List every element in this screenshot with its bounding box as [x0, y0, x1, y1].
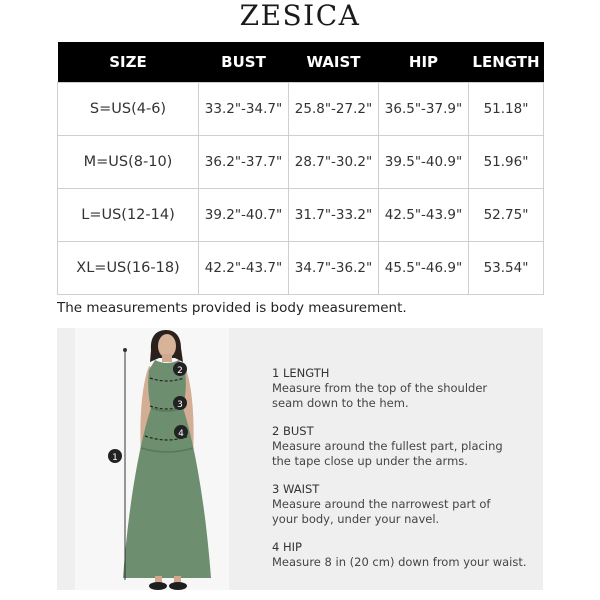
marker-3-label: 3 [177, 400, 183, 410]
marker-1-label: 1 [112, 453, 118, 463]
cell-size: L=US(12-14) [58, 189, 199, 242]
instruction-title: 4 HIP [272, 540, 302, 554]
instruction-title: 1 LENGTH [272, 366, 330, 380]
table-row [58, 83, 544, 136]
cell-bust: 42.2"-43.7" [199, 242, 289, 295]
cell-length: 51.96" [469, 136, 544, 189]
neck-shape [162, 354, 172, 362]
instruction-title: 2 BUST [272, 424, 314, 438]
cell-hip: 45.5"-46.9" [379, 242, 469, 295]
cell-bust: 36.2"-37.7" [199, 136, 289, 189]
instruction-waist [272, 482, 537, 527]
marker-4 [174, 425, 188, 439]
marker-2-label: 2 [177, 366, 183, 376]
instruction-text: Measure from the top of the shoulder [272, 381, 488, 395]
instruction-length [272, 366, 537, 411]
instruction-bust [272, 424, 537, 469]
cell-length: 51.18" [469, 83, 544, 136]
table-row [58, 242, 544, 295]
instruction-text: seam down to the hem. [272, 396, 409, 410]
cell-hip: 39.5"-40.9" [379, 136, 469, 189]
measurement-guide-panel [57, 328, 543, 590]
marker-3 [173, 396, 187, 410]
table-row [58, 136, 544, 189]
header-bust: BUST [199, 42, 289, 83]
header-length: LENGTH [469, 42, 544, 83]
cell-waist: 28.7"-30.2" [289, 136, 379, 189]
size-chart-table [57, 42, 544, 295]
dress-illustration [75, 328, 229, 590]
marker-4-label: 4 [178, 429, 184, 439]
instruction-text: Measure 8 in (20 cm) down from your waist. [272, 555, 527, 569]
instruction-text: the tape close up under the arms. [272, 454, 468, 468]
instruction-text: Measure around the fullest part, placing [272, 439, 503, 453]
header-hip: HIP [379, 42, 469, 83]
cell-size: M=US(8-10) [58, 136, 199, 189]
instruction-title: 3 WAIST [272, 482, 320, 496]
marker-2 [173, 362, 187, 376]
cell-waist: 25.8"-27.2" [289, 83, 379, 136]
measurement-note: The measurements provided is body measurement. [57, 300, 407, 316]
cell-bust: 39.2"-40.7" [199, 189, 289, 242]
cell-size: XL=US(16-18) [58, 242, 199, 295]
length-line-top-dot [123, 348, 127, 352]
cell-hip: 42.5"-43.9" [379, 189, 469, 242]
cell-waist: 31.7"-33.2" [289, 189, 379, 242]
cell-length: 53.54" [469, 242, 544, 295]
right-shoe [169, 582, 187, 590]
instruction-text: your body, under your navel. [272, 512, 440, 526]
model-photo [75, 328, 229, 590]
instruction-hip [272, 540, 537, 570]
brand-logo: ZESICA [239, 0, 361, 32]
measurement-instructions [272, 366, 537, 583]
cell-bust: 33.2"-34.7" [199, 83, 289, 136]
header-size: SIZE [58, 42, 199, 83]
dress-shape [123, 360, 211, 578]
instruction-text: Measure around the narrowest part of [272, 497, 491, 511]
left-shoe [149, 582, 167, 590]
table-row [58, 189, 544, 242]
cell-size: S=US(4-6) [58, 83, 199, 136]
marker-1 [108, 449, 122, 463]
cell-waist: 34.7"-36.2" [289, 242, 379, 295]
table-header-row [58, 42, 544, 83]
cell-length: 52.75" [469, 189, 544, 242]
cell-hip: 36.5"-37.9" [379, 83, 469, 136]
header-waist: WAIST [289, 42, 379, 83]
